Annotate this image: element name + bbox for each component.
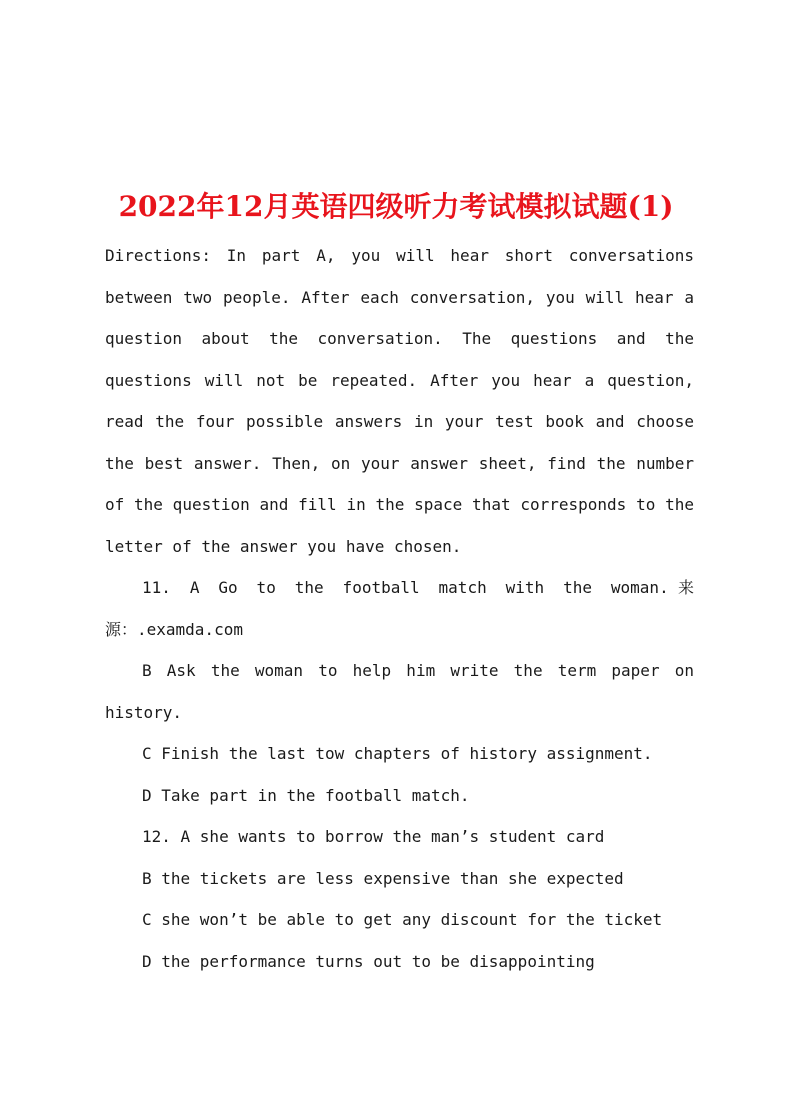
question-12-option-d: D the performance turns out to be disappointing: [142, 951, 595, 971]
question-11-option-d: D Take part in the football match.: [142, 785, 470, 805]
question-11-option-a: 11. A Go to the football match with the woman.来源：.examda.com: [105, 578, 694, 639]
document-title: 2022年12月英语四级听力考试模拟试题(1): [118, 189, 674, 223]
question-11-option-b: B Ask the woman to help him write the term paper on history.: [105, 661, 694, 722]
directions-paragraph: Directions: In part A, you will hear short conversations between two people. After each conversation, you will hear a question about the conversation. The questions and the questions will not be repeated. After you hear a question, read the four possible answers in your test book and choose the best answer. Then, on your answer sheet, find the number of the question and fill in the space that corresponds to the letter of the answer you have chosen.: [105, 246, 694, 556]
question-12-option-c: C she won’t be able to get any discount for the ticket: [142, 910, 663, 929]
question-12-option-a: 12. A she wants to borrow the man’s student card: [142, 827, 605, 846]
question-12-option-b: B the tickets are less expensive than she expected: [142, 868, 624, 888]
document-body: [105, 235, 694, 982]
question-11-option-c: C Finish the last tow chapters of history assignment.: [142, 744, 653, 763]
